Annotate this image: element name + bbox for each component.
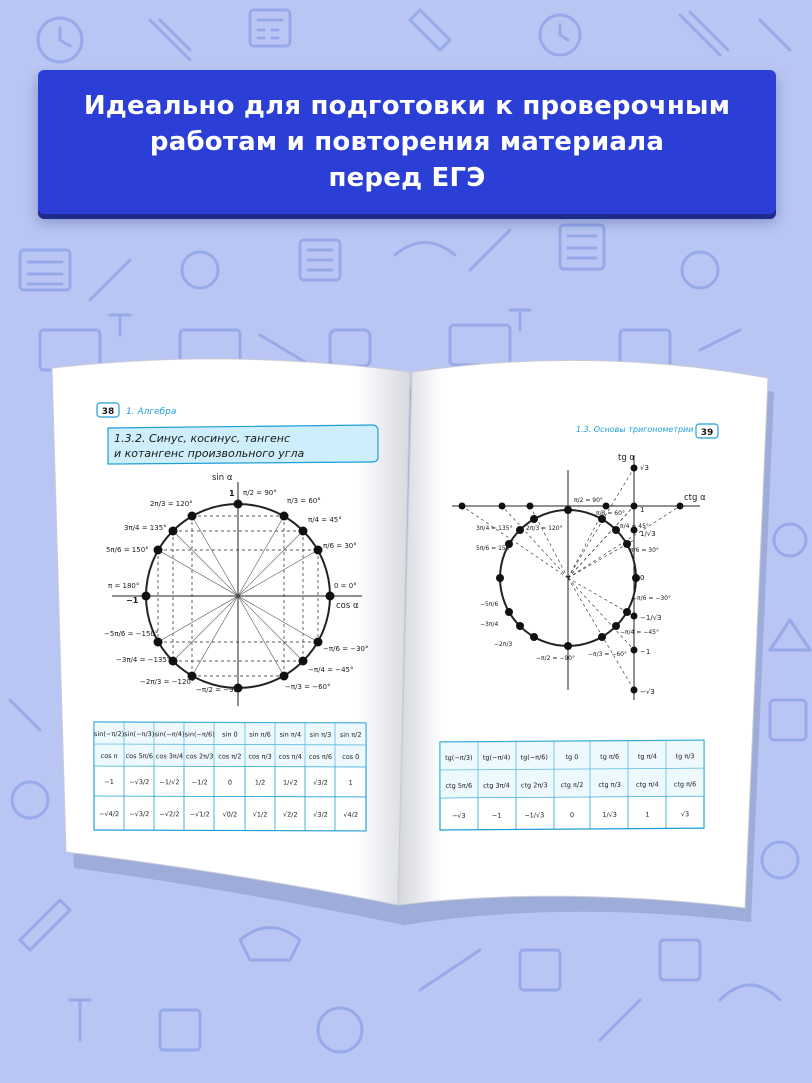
right-table-cell-0-5: tg π/4 [637, 752, 657, 761]
right-table-cell-2-4: 1/√3 [602, 810, 617, 819]
left-table-cell-3-1: −√3/2 [129, 810, 150, 819]
banner-line-3: перед ЕГЭ [328, 163, 486, 193]
left-axis-x: cos α [336, 601, 359, 611]
right-label-30: π/6 = 30° [630, 547, 659, 554]
left-table-cell-2-2: −1/√2 [159, 778, 180, 787]
left-label-top: π/2 = 90° [243, 489, 277, 497]
left-label-m30: −π/6 = −30° [323, 645, 369, 653]
left-label-left: π = 180° [108, 582, 140, 590]
left-table-cell-3-8: √4/2 [343, 810, 359, 819]
right-table-cell-2-1: −1 [491, 811, 502, 820]
left-table-cell-1-8: cos 0 [342, 752, 360, 761]
left-label-minus-one: −1 [126, 596, 139, 605]
right-table-cell-2-3: 0 [569, 811, 575, 820]
right-table-cell-0-0: tg(−π/3) [445, 753, 473, 762]
section-title-2: и котангенс произвольного угла [114, 447, 305, 460]
left-table-cell-2-5: 1/2 [254, 778, 266, 787]
right-table-cell-1-4: ctg π/3 [598, 780, 621, 789]
left-table-cell-1-0: cos π [100, 752, 118, 761]
left-label-135: 3π/4 = 135° [124, 524, 167, 532]
left-table-cell-1-7: cos π/6 [308, 752, 333, 761]
right-table-cell-2-6: √3 [680, 810, 690, 819]
right-label-inv-sqrt3: 1/√3 [640, 530, 656, 538]
left-table-cell-2-6: 1/√2 [282, 778, 298, 787]
right-label-m30: −π/6 = −30° [632, 595, 671, 602]
right-table-cell-0-1: tg(−π/4) [482, 753, 511, 762]
left-label-m150: −5π/6 = −150° [104, 630, 159, 638]
right-label-60: π/3 = 60° [596, 510, 625, 517]
right-table-cell-1-3: ctg π/2 [560, 781, 584, 790]
right-label-m-inv-sqrt3: −1/√3 [640, 614, 662, 622]
right-table-cell-1-1: ctg 3π/4 [483, 781, 510, 790]
right-label-m90: −π/2 = −90° [536, 655, 575, 662]
left-table-cell-3-5: √1/2 [252, 810, 268, 819]
left-table-cell-3-4: √0/2 [222, 810, 238, 819]
left-axis-y: sin α [212, 473, 233, 483]
left-table-cell-2-3: −1/2 [191, 778, 208, 787]
right-chapter: 1.3. Основы тригонометрии [576, 425, 694, 434]
left-table-cell-0-3: sin(−π/6) [184, 730, 215, 739]
section-title-1: 1.3.2. Синус, косинус, тангенс [114, 432, 290, 445]
right-label-90: π/2 = 90° [574, 497, 603, 504]
right-label-135: 3π/4 = 135° [476, 525, 513, 532]
left-table-cell-3-0: −√4/2 [99, 810, 120, 819]
right-label-m135: −3π/4 [480, 621, 499, 628]
left-table-cell-3-6: √2/2 [282, 810, 298, 819]
right-page-number: 39 [700, 428, 714, 438]
left-table-cell-0-8: sin π/2 [339, 730, 362, 739]
right-label-m-sqrt3: −√3 [640, 688, 655, 696]
right-label-zero: 0 [640, 574, 645, 582]
right-label-m60: −π/3 = −60° [588, 651, 627, 658]
left-table-cell-1-3: cos 2π/3 [186, 752, 214, 761]
left-label-m120: −2π/3 = −120° [140, 678, 195, 686]
left-table-cell-1-6: cos π/4 [278, 752, 302, 761]
right-label-150: 5π/6 = 150° [476, 545, 513, 552]
left-table-cell-1-2: cos 3π/4 [155, 752, 184, 761]
left-table-cell-3-2: −√2/2 [159, 810, 180, 819]
left-label-30: π/6 = 30° [323, 542, 357, 550]
left-table-cell-2-0: −1 [104, 778, 114, 787]
left-table-cell-0-2: sin(−π/4) [154, 730, 185, 739]
left-table-cell-1-5: cos π/3 [248, 752, 272, 761]
banner-line-1: Идеально для подготовки к проверочным [83, 91, 731, 121]
right-table-cell-1-6: ctg π/6 [673, 780, 697, 789]
left-table-cell-3-7: √3/2 [313, 810, 328, 819]
right-table-cell-0-4: tg π/6 [600, 752, 620, 761]
right-label-m150: −5π/6 [480, 601, 499, 608]
right-table [440, 740, 704, 830]
right-label-m45: −π/4 = −45° [620, 629, 659, 636]
left-table-cell-0-1: sin(−π/3) [124, 730, 155, 739]
left-table [94, 722, 366, 831]
left-label-m45: −π/4 = −45° [308, 666, 354, 674]
right-table-cell-2-2: −1/√3 [524, 811, 545, 820]
left-table-cell-0-0: sin(−π/2) [94, 730, 125, 739]
left-label-45: π/4 = 45° [308, 516, 342, 524]
left-table-cell-3-3: −√1/2 [189, 810, 210, 819]
left-table-cell-2-7: √3/2 [313, 778, 328, 787]
right-label-sqrt3: √3 [640, 464, 649, 472]
right-table-cell-1-2: ctg 2π/3 [520, 781, 548, 790]
left-label-one: 1 [229, 489, 235, 498]
right-table-cell-2-5: 1 [645, 810, 650, 819]
left-table-cell-1-4: cos π/2 [218, 752, 242, 761]
left-page-number: 38 [101, 407, 115, 417]
right-label-m-one: −1 [640, 648, 651, 656]
right-table-cell-1-5: ctg π/4 [636, 780, 659, 789]
right-table-cell-2-0: −√3 [451, 811, 466, 820]
right-table-cell-0-6: tg π/3 [675, 752, 695, 761]
left-table-cell-2-1: −√3/2 [129, 778, 150, 787]
left-label-right: 0 = 0° [334, 582, 357, 590]
left-table-cell-0-6: sin π/4 [279, 730, 302, 739]
right-label-120: 2π/3 = 120° [526, 525, 563, 532]
left-label-60: π/3 = 60° [287, 497, 321, 505]
left-table-cell-2-8: 1 [348, 778, 353, 787]
left-table-cell-0-4: sin 0 [222, 730, 238, 739]
left-label-120: 2π/3 = 120° [150, 500, 193, 508]
left-label-150: 5π/6 = 150° [106, 546, 149, 554]
left-table-cell-1-1: cos 5π/6 [125, 752, 153, 761]
right-label-one: 1 [640, 506, 645, 514]
right-table-cell-0-2: tg(−π/6) [520, 753, 548, 762]
banner-line-2: работам и повторения материала [149, 127, 665, 157]
right-table-cell-1-0: ctg 5π/6 [445, 781, 473, 790]
left-chapter: 1. Алгебра [126, 407, 177, 417]
left-table-cell-0-7: sin π/3 [309, 730, 332, 739]
left-table-cell-2-4: 0 [227, 778, 232, 787]
left-label-m60: −π/3 = −60° [285, 683, 331, 691]
left-label-m135: −3π/4 = −135° [116, 656, 171, 664]
right-table-cell-0-3: tg 0 [565, 753, 579, 762]
right-axis-y: tg α [618, 453, 636, 463]
right-axis-x: ctg α [684, 493, 706, 503]
left-label-bottom: −π/2 = −90° [196, 686, 242, 694]
right-label-45: π/4 = 45° [620, 523, 649, 530]
right-label-m120: −2π/3 [494, 641, 513, 648]
left-table-cell-0-5: sin π/6 [249, 730, 271, 739]
